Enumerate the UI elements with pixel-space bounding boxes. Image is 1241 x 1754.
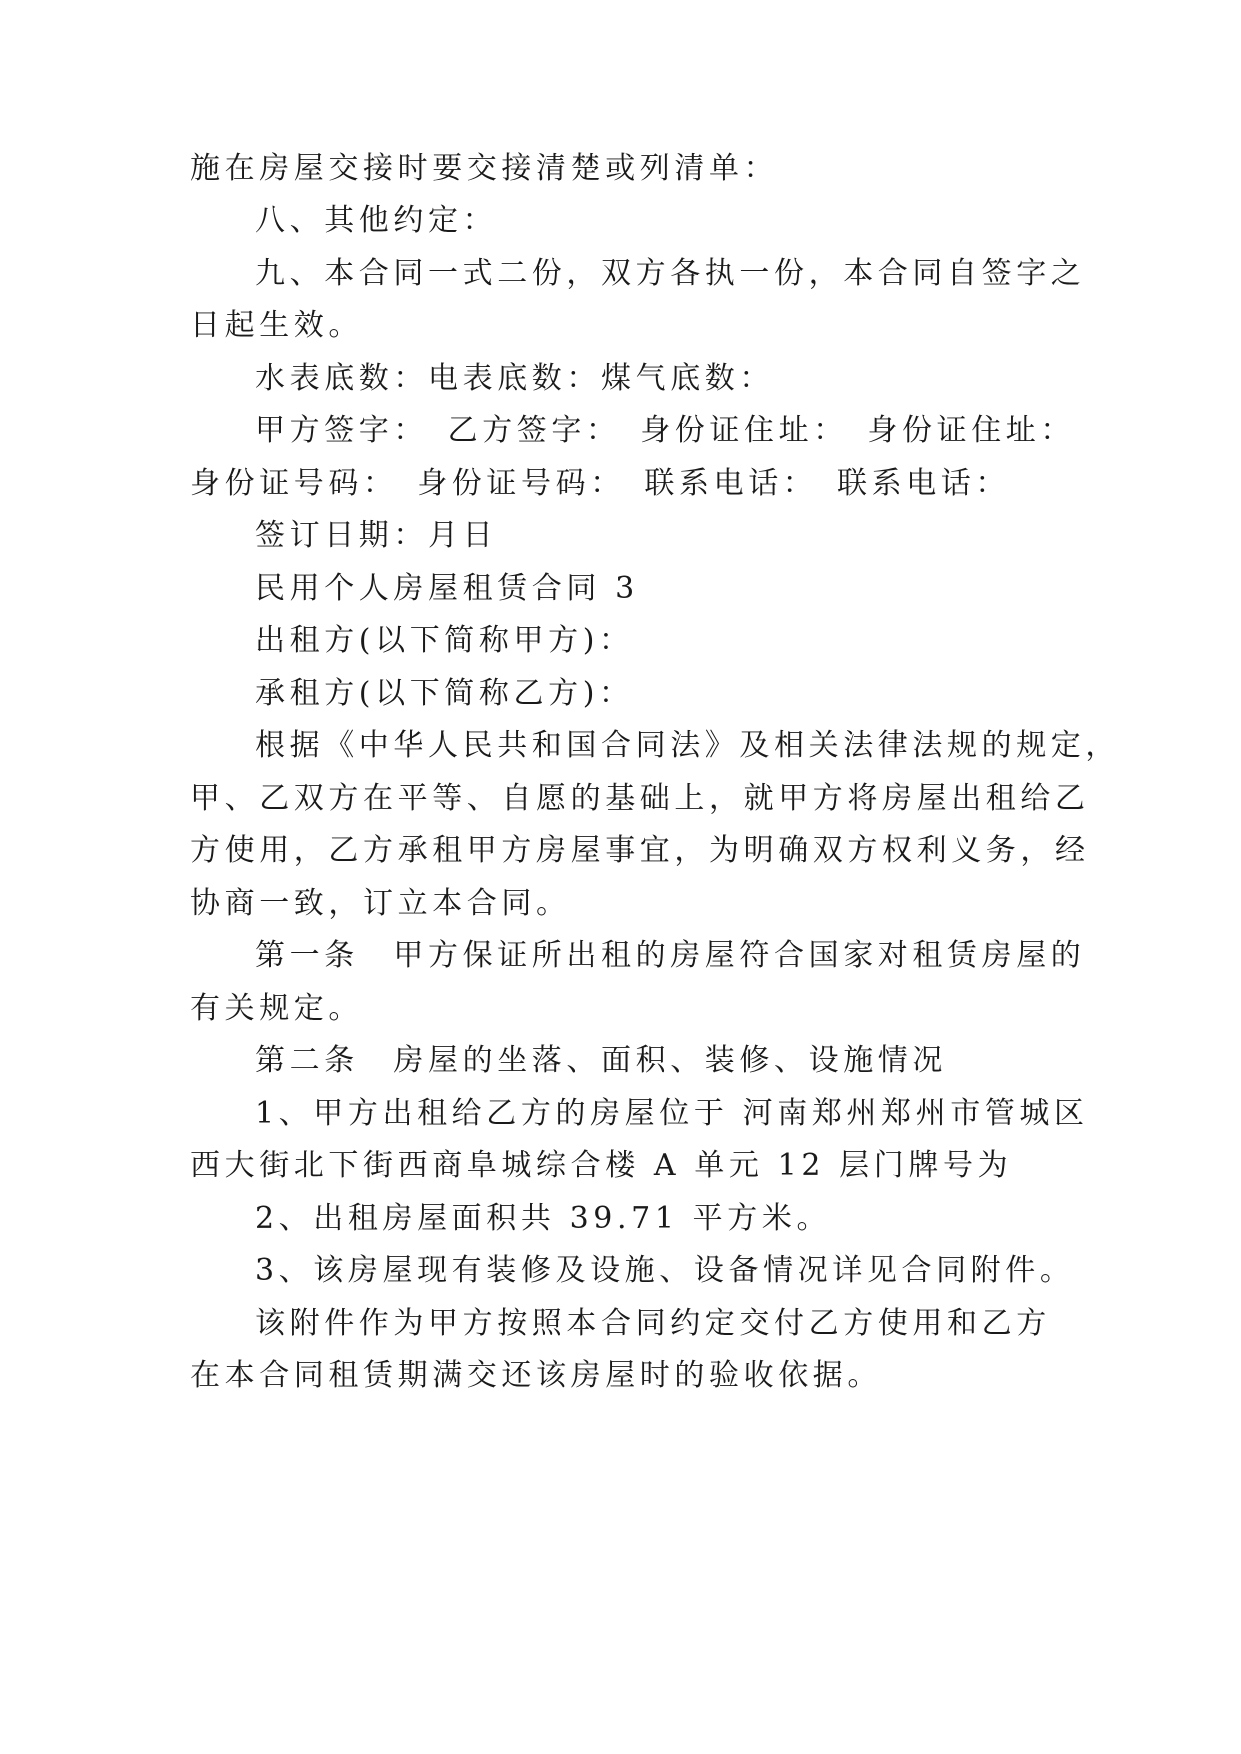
text-line: 第二条 房屋的坐落、面积、装修、设施情况	[255, 1043, 947, 1078]
text-line: 施在房屋交接时要交接清楚或列清单：	[190, 151, 779, 186]
text-line: 根据《中华人民共和国合同法》及相关法律法规的规定，	[255, 728, 1120, 763]
text-line: 甲方签字： 乙方签字： 身份证住址： 身份证住址：	[255, 413, 1075, 448]
section-title: 民用个人房屋租赁合同 3	[255, 571, 639, 606]
text-line: 3、该房屋现有装修及设施、设备情况详见合同附件。	[255, 1253, 1075, 1288]
text-line: 八、其他约定：	[255, 203, 498, 238]
text-line: 承租方(以下简称乙方)：	[255, 676, 634, 711]
text-line: 甲、乙双方在平等、自愿的基础上，就甲方将房屋出租给乙	[190, 781, 1090, 816]
text-line: 签订日期：月日	[255, 518, 498, 553]
text-line: 1、甲方出租给乙方的房屋位于 河南郑州郑州市管城区	[255, 1096, 1089, 1131]
text-line: 日起生效。	[190, 308, 363, 343]
text-line: 协商一致，订立本合同。	[190, 886, 571, 921]
text-line: 在本合同租赁期满交还该房屋时的验收依据。	[190, 1358, 882, 1393]
text-line: 九、本合同一式二份，双方各执一份，本合同自签字之	[255, 256, 1086, 291]
text-line: 方使用，乙方承租甲方房屋事宜，为明确双方权利义务，经	[190, 833, 1090, 868]
text-line: 有关规定。	[190, 991, 363, 1026]
text-line: 出租方(以下简称甲方)：	[255, 623, 634, 658]
text-line: 水表底数：电表底数：煤气底数：	[255, 361, 774, 396]
text-line: 西大街北下街西商阜城综合楼 A 单元 12 层门牌号为	[190, 1148, 1013, 1183]
text-line: 该附件作为甲方按照本合同约定交付乙方使用和乙方	[255, 1306, 1051, 1341]
text-line: 第一条 甲方保证所出租的房屋符合国家对租赁房屋的	[255, 938, 1086, 973]
text-line: 2、出租房屋面积共 39.71 平方米。	[255, 1201, 832, 1236]
text-line: 身份证号码： 身份证号码： 联系电话： 联系电话：	[190, 466, 1010, 501]
